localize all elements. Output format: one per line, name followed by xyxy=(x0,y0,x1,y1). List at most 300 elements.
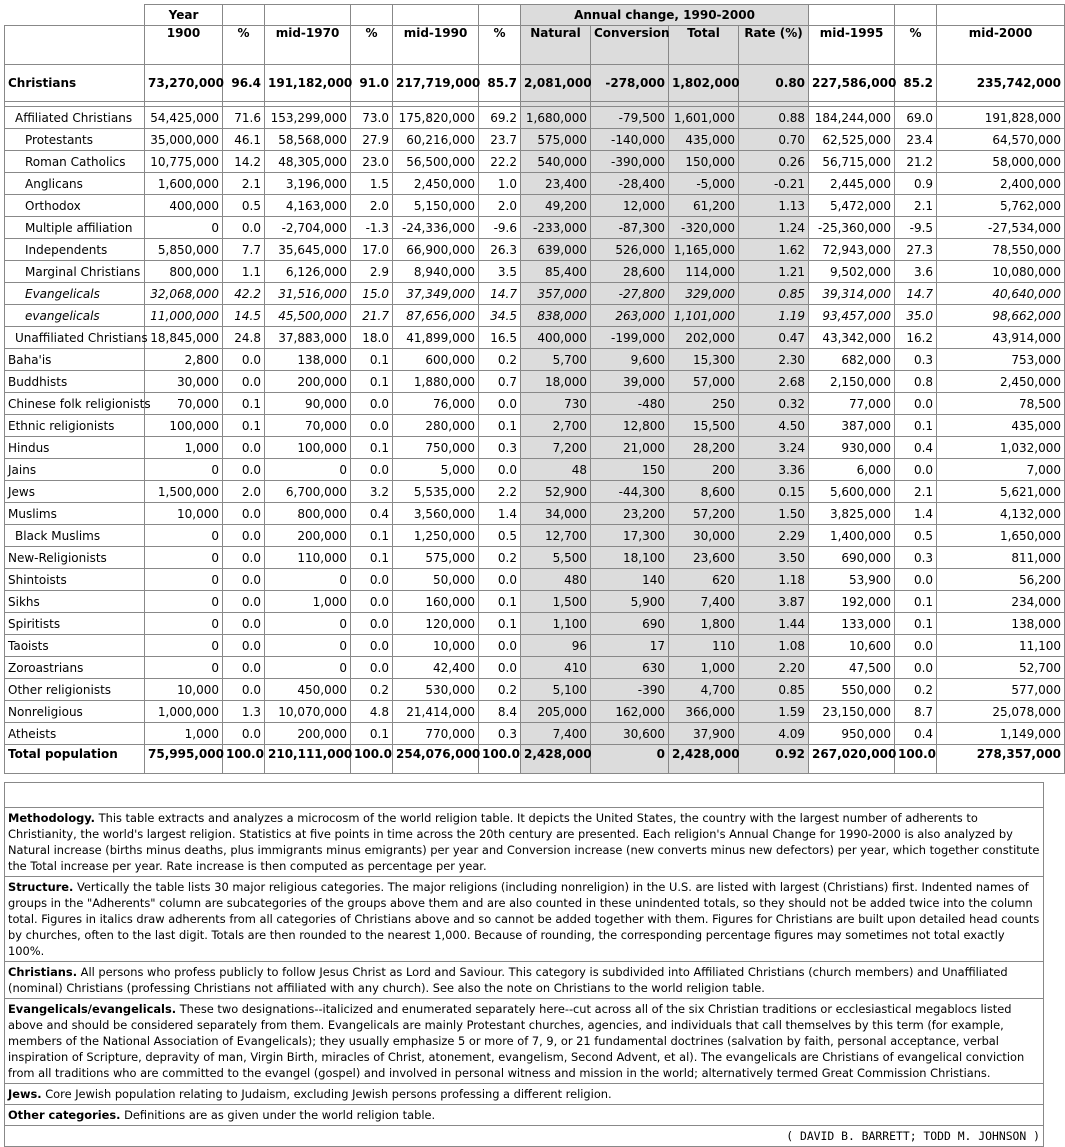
table-cell: 5,100 xyxy=(521,679,591,701)
table-cell: 23,400 xyxy=(521,173,591,195)
table-cell: 0 xyxy=(265,459,351,481)
table-cell: 690,000 xyxy=(809,547,895,569)
table-cell: 48,305,000 xyxy=(265,151,351,173)
table-cell: 4.8 xyxy=(351,701,393,723)
table-cell: 10,000 xyxy=(145,679,223,701)
table-cell: 85.7 xyxy=(479,65,521,102)
table-row xyxy=(5,371,1065,393)
table-cell: 200 xyxy=(669,459,739,481)
table-cell: 37,900 xyxy=(669,723,739,745)
table-cell: 153,299,000 xyxy=(265,107,351,129)
row-label: Nonreligious xyxy=(5,701,145,723)
table-cell: 0.80 xyxy=(739,65,809,102)
table-cell: 600,000 xyxy=(393,349,479,371)
table-cell: 227,586,000 xyxy=(809,65,895,102)
table-cell: 5,762,000 xyxy=(937,195,1065,217)
table-cell: 0.1 xyxy=(479,415,521,437)
row-label: Jews xyxy=(5,481,145,503)
table-cell: 0.0 xyxy=(223,217,265,239)
table-cell: 0.0 xyxy=(223,679,265,701)
table-cell: 811,000 xyxy=(937,547,1065,569)
table-cell: 0.0 xyxy=(223,503,265,525)
table-cell: 10,070,000 xyxy=(265,701,351,723)
row-label: Muslims xyxy=(5,503,145,525)
row-label: New-Religionists xyxy=(5,547,145,569)
table-cell: 3,560,000 xyxy=(393,503,479,525)
table-cell: 14.7 xyxy=(479,283,521,305)
table-cell: 0 xyxy=(145,657,223,679)
table-cell: 2.29 xyxy=(739,525,809,547)
table-cell: 114,000 xyxy=(669,261,739,283)
row-label: Marginal Christians xyxy=(5,261,145,283)
table-cell: 41,899,000 xyxy=(393,327,479,349)
table-row xyxy=(5,701,1065,723)
table-cell: 0.0 xyxy=(351,591,393,613)
row-label: Atheists xyxy=(5,723,145,745)
table-cell: 14.5 xyxy=(223,305,265,327)
table-cell: -233,000 xyxy=(521,217,591,239)
row-label: Evangelicals xyxy=(5,283,145,305)
col-total: Total xyxy=(669,26,739,65)
table-cell: 400,000 xyxy=(521,327,591,349)
table-cell: 10,600 xyxy=(809,635,895,657)
table-cell: 5,700 xyxy=(521,349,591,371)
table-cell: 620 xyxy=(669,569,739,591)
table-cell: 0 xyxy=(265,635,351,657)
table-cell: 0.0 xyxy=(351,393,393,415)
table-cell: 0.1 xyxy=(351,723,393,745)
table-cell: 0.0 xyxy=(223,569,265,591)
table-cell: 0.0 xyxy=(895,393,937,415)
table-cell: 57,200 xyxy=(669,503,739,525)
table-cell: 1.5 xyxy=(351,173,393,195)
table-cell: 22.2 xyxy=(479,151,521,173)
row-label: evangelicals xyxy=(5,305,145,327)
col-pct-1990: % xyxy=(479,26,521,65)
table-cell: 950,000 xyxy=(809,723,895,745)
table-cell: 278,357,000 xyxy=(937,745,1065,774)
table-cell: 26.3 xyxy=(479,239,521,261)
table-cell: 0 xyxy=(145,547,223,569)
table-cell: 2,428,000 xyxy=(521,745,591,774)
table-cell: 23,150,000 xyxy=(809,701,895,723)
row-label: Anglicans xyxy=(5,173,145,195)
table-cell: 35.0 xyxy=(895,305,937,327)
table-cell: 1.44 xyxy=(739,613,809,635)
table-cell: 27.3 xyxy=(895,239,937,261)
table-cell: 1.24 xyxy=(739,217,809,239)
table-cell: 1.3 xyxy=(223,701,265,723)
table-cell: 28,200 xyxy=(669,437,739,459)
table-cell: 400,000 xyxy=(145,195,223,217)
table-row xyxy=(5,349,1065,371)
note-methodology: Methodology. This table extracts and analyzes a microcosm of the world religion table. It depicts the United States, the country with the largest number of adherents to Christianity, the world's largest religion. Statistics at five points in time across the 20th century are presented. Each religion's Annual Change for 1990-2000 is also analyzed by Natural increase (births minus deaths, plus immigrants minus emigrants) per year and Conversion increase (new converts minus new defectors) per year, which together constitute the Total increase per year. Rate increase is then computed as percentage per year. xyxy=(5,808,1044,877)
table-cell: 2,081,000 xyxy=(521,65,591,102)
table-cell: 10,080,000 xyxy=(937,261,1065,283)
table-cell: 0.4 xyxy=(895,437,937,459)
table-cell: 8,600 xyxy=(669,481,739,503)
table-cell: -24,336,000 xyxy=(393,217,479,239)
table-cell: 49,200 xyxy=(521,195,591,217)
table-cell: 200,000 xyxy=(265,371,351,393)
table-cell: 9,600 xyxy=(591,349,669,371)
table-cell: 450,000 xyxy=(265,679,351,701)
table-cell: 3,196,000 xyxy=(265,173,351,195)
table-cell: 210,111,000 xyxy=(265,745,351,774)
table-cell: 0.1 xyxy=(895,415,937,437)
table-cell: -27,800 xyxy=(591,283,669,305)
table-cell: 1,250,000 xyxy=(393,525,479,547)
table-cell: 357,000 xyxy=(521,283,591,305)
table-row xyxy=(5,723,1065,745)
col-natural: Natural xyxy=(521,26,591,65)
table-cell: 56,500,000 xyxy=(393,151,479,173)
table-cell: 730 xyxy=(521,393,591,415)
row-label: Spiritists xyxy=(5,613,145,635)
table-cell: 15.0 xyxy=(351,283,393,305)
credit: ( DAVID B. BARRETT; TODD M. JOHNSON ) xyxy=(5,1126,1044,1147)
table-cell: 1,680,000 xyxy=(521,107,591,129)
table-row xyxy=(5,261,1065,283)
table-cell: 0 xyxy=(145,217,223,239)
table-cell: 2,150,000 xyxy=(809,371,895,393)
table-cell: 526,000 xyxy=(591,239,669,261)
table-cell: 4,163,000 xyxy=(265,195,351,217)
table-cell: 0.2 xyxy=(351,679,393,701)
row-label: Affiliated Christians xyxy=(5,107,145,129)
table-cell: 1,149,000 xyxy=(937,723,1065,745)
row-label: Jains xyxy=(5,459,145,481)
col-1990: mid-1990 xyxy=(393,26,479,65)
table-cell: 0.1 xyxy=(351,437,393,459)
table-cell: 0.0 xyxy=(223,437,265,459)
table-cell: 1.4 xyxy=(895,503,937,525)
table-cell: 0.0 xyxy=(895,657,937,679)
table-row xyxy=(5,525,1065,547)
table-cell: 46.1 xyxy=(223,129,265,151)
table-cell: 18,000 xyxy=(521,371,591,393)
table-cell: 0.1 xyxy=(895,613,937,635)
table-cell: 1.4 xyxy=(479,503,521,525)
table-cell: 0.0 xyxy=(479,657,521,679)
table-cell: 235,742,000 xyxy=(937,65,1065,102)
table-cell: 1.0 xyxy=(479,173,521,195)
table-cell: 24.8 xyxy=(223,327,265,349)
table-cell: 682,000 xyxy=(809,349,895,371)
table-cell: 3.5 xyxy=(479,261,521,283)
table-cell: 2.2 xyxy=(479,481,521,503)
table-row xyxy=(5,569,1065,591)
table-cell: 23.0 xyxy=(351,151,393,173)
table-cell: 1,600,000 xyxy=(145,173,223,195)
table-cell: 96 xyxy=(521,635,591,657)
table-cell: 47,500 xyxy=(809,657,895,679)
table-cell: 4.50 xyxy=(739,415,809,437)
table-cell: 31,516,000 xyxy=(265,283,351,305)
table-cell: 40,640,000 xyxy=(937,283,1065,305)
table-cell: -27,534,000 xyxy=(937,217,1065,239)
table-cell: 23,600 xyxy=(669,547,739,569)
row-label: Independents xyxy=(5,239,145,261)
table-cell: 0.0 xyxy=(223,459,265,481)
table-cell: 71.6 xyxy=(223,107,265,129)
table-cell: 0.85 xyxy=(739,679,809,701)
row-label: Total population xyxy=(5,745,145,774)
table-row xyxy=(5,151,1065,173)
table-cell: 45,500,000 xyxy=(265,305,351,327)
table-cell: 0.5 xyxy=(223,195,265,217)
table-cell: 2.1 xyxy=(895,195,937,217)
table-cell: 30,600 xyxy=(591,723,669,745)
table-cell: 23.7 xyxy=(479,129,521,151)
col-pct-1970: % xyxy=(351,26,393,65)
table-cell: 133,000 xyxy=(809,613,895,635)
table-cell: 0.1 xyxy=(479,613,521,635)
table-cell: 3.24 xyxy=(739,437,809,459)
table-row xyxy=(5,305,1065,327)
table-cell: 100.0 xyxy=(351,745,393,774)
table-cell: 15,500 xyxy=(669,415,739,437)
table-cell: 52,900 xyxy=(521,481,591,503)
table-cell: 21.7 xyxy=(351,305,393,327)
header-year: Year xyxy=(145,5,223,26)
table-cell: -390 xyxy=(591,679,669,701)
table-cell: 1.13 xyxy=(739,195,809,217)
table-row xyxy=(5,547,1065,569)
table-cell: 21.2 xyxy=(895,151,937,173)
table-cell: 42.2 xyxy=(223,283,265,305)
table-cell: 0.3 xyxy=(895,547,937,569)
table-cell: 6,700,000 xyxy=(265,481,351,503)
table-cell: 2.30 xyxy=(739,349,809,371)
table-cell: 0.92 xyxy=(739,745,809,774)
table-cell: 770,000 xyxy=(393,723,479,745)
table-cell: 7,400 xyxy=(521,723,591,745)
table-cell: -320,000 xyxy=(669,217,739,239)
table-cell: 753,000 xyxy=(937,349,1065,371)
table-cell: 110,000 xyxy=(265,547,351,569)
table-cell: 0.9 xyxy=(895,173,937,195)
table-cell: 23,200 xyxy=(591,503,669,525)
table-cell: 54,425,000 xyxy=(145,107,223,129)
table-cell: 1.08 xyxy=(739,635,809,657)
table-cell: 12,700 xyxy=(521,525,591,547)
table-cell: 0.0 xyxy=(895,569,937,591)
table-cell: 34,000 xyxy=(521,503,591,525)
row-label: Other religionists xyxy=(5,679,145,701)
table-cell: 2.0 xyxy=(351,195,393,217)
table-cell: 1,650,000 xyxy=(937,525,1065,547)
table-cell: 12,800 xyxy=(591,415,669,437)
table-cell: 27.9 xyxy=(351,129,393,151)
table-cell: 0.0 xyxy=(351,415,393,437)
table-cell: 15,300 xyxy=(669,349,739,371)
table-cell: 0.88 xyxy=(739,107,809,129)
table-cell: 5,600,000 xyxy=(809,481,895,503)
col-2000: mid-2000 xyxy=(937,26,1065,65)
table-cell: 77,000 xyxy=(809,393,895,415)
table-cell: 14.7 xyxy=(895,283,937,305)
table-cell: 3.36 xyxy=(739,459,809,481)
notes-table xyxy=(4,782,1044,1147)
table-cell: 0.1 xyxy=(351,371,393,393)
table-cell: 61,200 xyxy=(669,195,739,217)
table-cell: 70,000 xyxy=(265,415,351,437)
table-cell: 64,570,000 xyxy=(937,129,1065,151)
table-cell: 1.59 xyxy=(739,701,809,723)
table-cell: 0.4 xyxy=(351,503,393,525)
table-cell: 93,457,000 xyxy=(809,305,895,327)
table-cell: 0.5 xyxy=(895,525,937,547)
table-cell: 0.0 xyxy=(351,459,393,481)
table-cell: 91.0 xyxy=(351,65,393,102)
row-label: Hindus xyxy=(5,437,145,459)
table-row xyxy=(5,239,1065,261)
table-cell: 0.0 xyxy=(223,547,265,569)
table-cell: 2.20 xyxy=(739,657,809,679)
table-cell: 0.0 xyxy=(223,371,265,393)
table-row xyxy=(5,129,1065,151)
table-cell: 1.62 xyxy=(739,239,809,261)
table-cell: 39,314,000 xyxy=(809,283,895,305)
table-cell: 48 xyxy=(521,459,591,481)
table-cell: 435,000 xyxy=(937,415,1065,437)
table-cell: 32,068,000 xyxy=(145,283,223,305)
table-cell: 42,400 xyxy=(393,657,479,679)
table-cell: 2,700 xyxy=(521,415,591,437)
row-label: Chinese folk religionists xyxy=(5,393,145,415)
table-cell: 0.15 xyxy=(739,481,809,503)
table-cell: 0 xyxy=(591,745,669,774)
row-label: Ethnic religionists xyxy=(5,415,145,437)
table-cell: 0.0 xyxy=(223,657,265,679)
table-cell: 0 xyxy=(145,591,223,613)
table-cell: 17.0 xyxy=(351,239,393,261)
table-row xyxy=(5,393,1065,415)
table-cell: 2.9 xyxy=(351,261,393,283)
table-cell: 2,450,000 xyxy=(937,371,1065,393)
table-row xyxy=(5,195,1065,217)
table-cell: 17,300 xyxy=(591,525,669,547)
table-cell: 0.0 xyxy=(223,525,265,547)
table-cell: 1,000 xyxy=(145,437,223,459)
table-cell: 1,802,000 xyxy=(669,65,739,102)
table-cell: 1,000,000 xyxy=(145,701,223,723)
table-cell: 21,414,000 xyxy=(393,701,479,723)
table-cell: 1,000 xyxy=(265,591,351,613)
table-cell: 2.68 xyxy=(739,371,809,393)
table-cell: 140 xyxy=(591,569,669,591)
col-pct-1900: % xyxy=(223,26,265,65)
table-cell: 540,000 xyxy=(521,151,591,173)
table-cell: 39,000 xyxy=(591,371,669,393)
table-cell: 2,428,000 xyxy=(669,745,739,774)
table-cell: 838,000 xyxy=(521,305,591,327)
row-label: Buddhists xyxy=(5,371,145,393)
table-cell: 62,525,000 xyxy=(809,129,895,151)
table-cell: 0 xyxy=(145,459,223,481)
table-cell: 11,100 xyxy=(937,635,1065,657)
table-cell: 11,000,000 xyxy=(145,305,223,327)
table-cell: 0.0 xyxy=(351,613,393,635)
table-cell: 200,000 xyxy=(265,723,351,745)
table-cell: 690 xyxy=(591,613,669,635)
table-cell: 21,000 xyxy=(591,437,669,459)
table-cell: 530,000 xyxy=(393,679,479,701)
table-cell: 0.85 xyxy=(739,283,809,305)
table-cell: 5,535,000 xyxy=(393,481,479,503)
table-cell: 1,500 xyxy=(521,591,591,613)
table-cell: 0.7 xyxy=(479,371,521,393)
table-cell: 0.0 xyxy=(351,635,393,657)
table-cell: 1.19 xyxy=(739,305,809,327)
table-cell: 85.2 xyxy=(895,65,937,102)
table-row xyxy=(5,679,1065,701)
table-cell: 75,995,000 xyxy=(145,745,223,774)
table-cell: 575,000 xyxy=(393,547,479,569)
table-cell: 78,550,000 xyxy=(937,239,1065,261)
note-christians: Christians. All persons who profess publicly to follow Jesus Christ as Lord and Saviour. This category is subdivided into Affiliated Christians (church members) and Unaffiliated (nominal) Christians (professing Christians not affiliated with any church). See also the note on Christians to the world religion table. xyxy=(5,962,1044,999)
table-cell: -44,300 xyxy=(591,481,669,503)
table-row xyxy=(5,657,1065,679)
table-cell: 4,700 xyxy=(669,679,739,701)
table-cell: 35,000,000 xyxy=(145,129,223,151)
table-cell: 750,000 xyxy=(393,437,479,459)
table-row xyxy=(5,481,1065,503)
table-cell: 0.4 xyxy=(895,723,937,745)
table-cell: 205,000 xyxy=(521,701,591,723)
table-cell: 2.1 xyxy=(895,481,937,503)
table-cell: 0.1 xyxy=(351,525,393,547)
table-cell: 50,000 xyxy=(393,569,479,591)
table-cell: 1.1 xyxy=(223,261,265,283)
table-cell: 2,450,000 xyxy=(393,173,479,195)
row-label: Taoists xyxy=(5,635,145,657)
table-cell: 100.0 xyxy=(479,745,521,774)
table-cell: 329,000 xyxy=(669,283,739,305)
table-cell: 25,078,000 xyxy=(937,701,1065,723)
table-cell: 250 xyxy=(669,393,739,415)
table-cell: 72,943,000 xyxy=(809,239,895,261)
table-cell: 53,900 xyxy=(809,569,895,591)
row-label: Multiple affiliation xyxy=(5,217,145,239)
table-cell: 0.1 xyxy=(351,547,393,569)
table-cell: 1,100 xyxy=(521,613,591,635)
table-cell: 12,000 xyxy=(591,195,669,217)
table-cell: 217,719,000 xyxy=(393,65,479,102)
table-cell: 0 xyxy=(145,635,223,657)
table-cell: 0.0 xyxy=(223,613,265,635)
table-row xyxy=(5,503,1065,525)
table-cell: -199,000 xyxy=(591,327,669,349)
table-cell: 410 xyxy=(521,657,591,679)
table-cell: 5,500 xyxy=(521,547,591,569)
table-cell: 30,000 xyxy=(669,525,739,547)
table-cell: -140,000 xyxy=(591,129,669,151)
table-cell: 192,000 xyxy=(809,591,895,613)
table-cell: 18,845,000 xyxy=(145,327,223,349)
table-cell: 1,000 xyxy=(145,723,223,745)
row-label: Orthodox xyxy=(5,195,145,217)
table-cell: 0.0 xyxy=(895,635,937,657)
table-cell: -0.21 xyxy=(739,173,809,195)
table-cell: 120,000 xyxy=(393,613,479,635)
table-cell: 16.2 xyxy=(895,327,937,349)
table-cell: 2,445,000 xyxy=(809,173,895,195)
table-cell: 69.0 xyxy=(895,107,937,129)
table-cell: 3,825,000 xyxy=(809,503,895,525)
table-cell: 480 xyxy=(521,569,591,591)
